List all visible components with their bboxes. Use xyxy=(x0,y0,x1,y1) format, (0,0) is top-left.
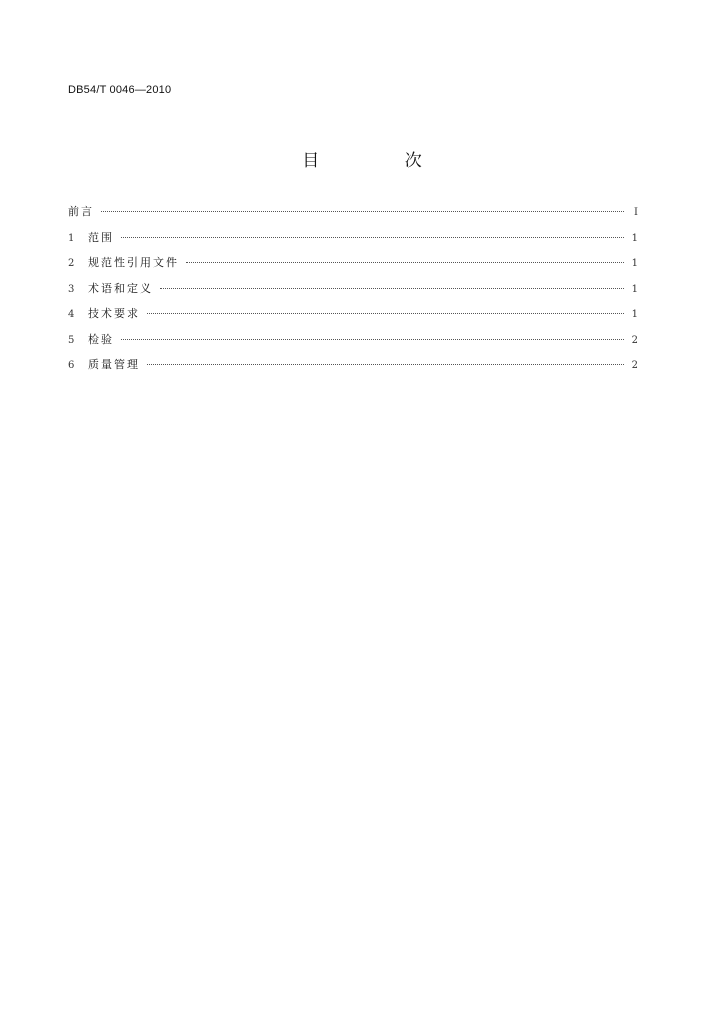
toc-entry-page: 1 xyxy=(631,283,638,295)
toc-entry-label: 术语和定义 xyxy=(88,281,153,295)
toc-entry-label: 规范性引用文件 xyxy=(88,256,179,269)
toc-entry-label: 前言 xyxy=(68,205,94,218)
dot-leader xyxy=(121,236,624,238)
page-title: 目 次 xyxy=(302,151,462,171)
toc-entry-number: 2 xyxy=(68,258,75,269)
toc-entry-number: 3 xyxy=(68,283,75,295)
toc-entry-number: 1 xyxy=(68,232,75,244)
document-code: DB54/T 0046—2010 xyxy=(68,84,172,96)
table-of-contents xyxy=(68,203,638,382)
toc-entry-scope[interactable] xyxy=(68,229,638,255)
toc-entry-terms-definitions[interactable] xyxy=(68,280,638,306)
toc-entry-inspection[interactable] xyxy=(68,331,638,357)
toc-entry-number: 6 xyxy=(68,360,75,371)
toc-entry-label: 范围 xyxy=(88,230,114,244)
toc-entry-normative-references[interactable] xyxy=(68,254,638,280)
toc-entry-page: 2 xyxy=(631,334,638,346)
dot-leader xyxy=(121,338,624,340)
dot-leader xyxy=(147,363,624,365)
dot-leader xyxy=(186,261,624,263)
toc-entry-page: 1 xyxy=(631,232,638,244)
toc-entry-foreword[interactable] xyxy=(68,203,638,229)
toc-entry-page: 2 xyxy=(631,360,638,371)
toc-entry-number: 5 xyxy=(68,334,75,346)
toc-entry-quality-management[interactable] xyxy=(68,356,638,382)
toc-entry-label: 质量管理 xyxy=(88,358,140,371)
dot-leader xyxy=(101,210,624,212)
toc-entry-label: 技术要求 xyxy=(88,307,140,320)
toc-entry-technical-requirements[interactable] xyxy=(68,305,638,331)
dot-leader xyxy=(147,312,624,314)
toc-entry-number: 4 xyxy=(68,309,75,320)
toc-entry-label: 检验 xyxy=(88,332,114,346)
toc-entry-page: I xyxy=(634,207,638,218)
toc-entry-page: 1 xyxy=(631,309,638,320)
dot-leader xyxy=(160,287,624,289)
toc-entry-page: 1 xyxy=(631,258,638,269)
